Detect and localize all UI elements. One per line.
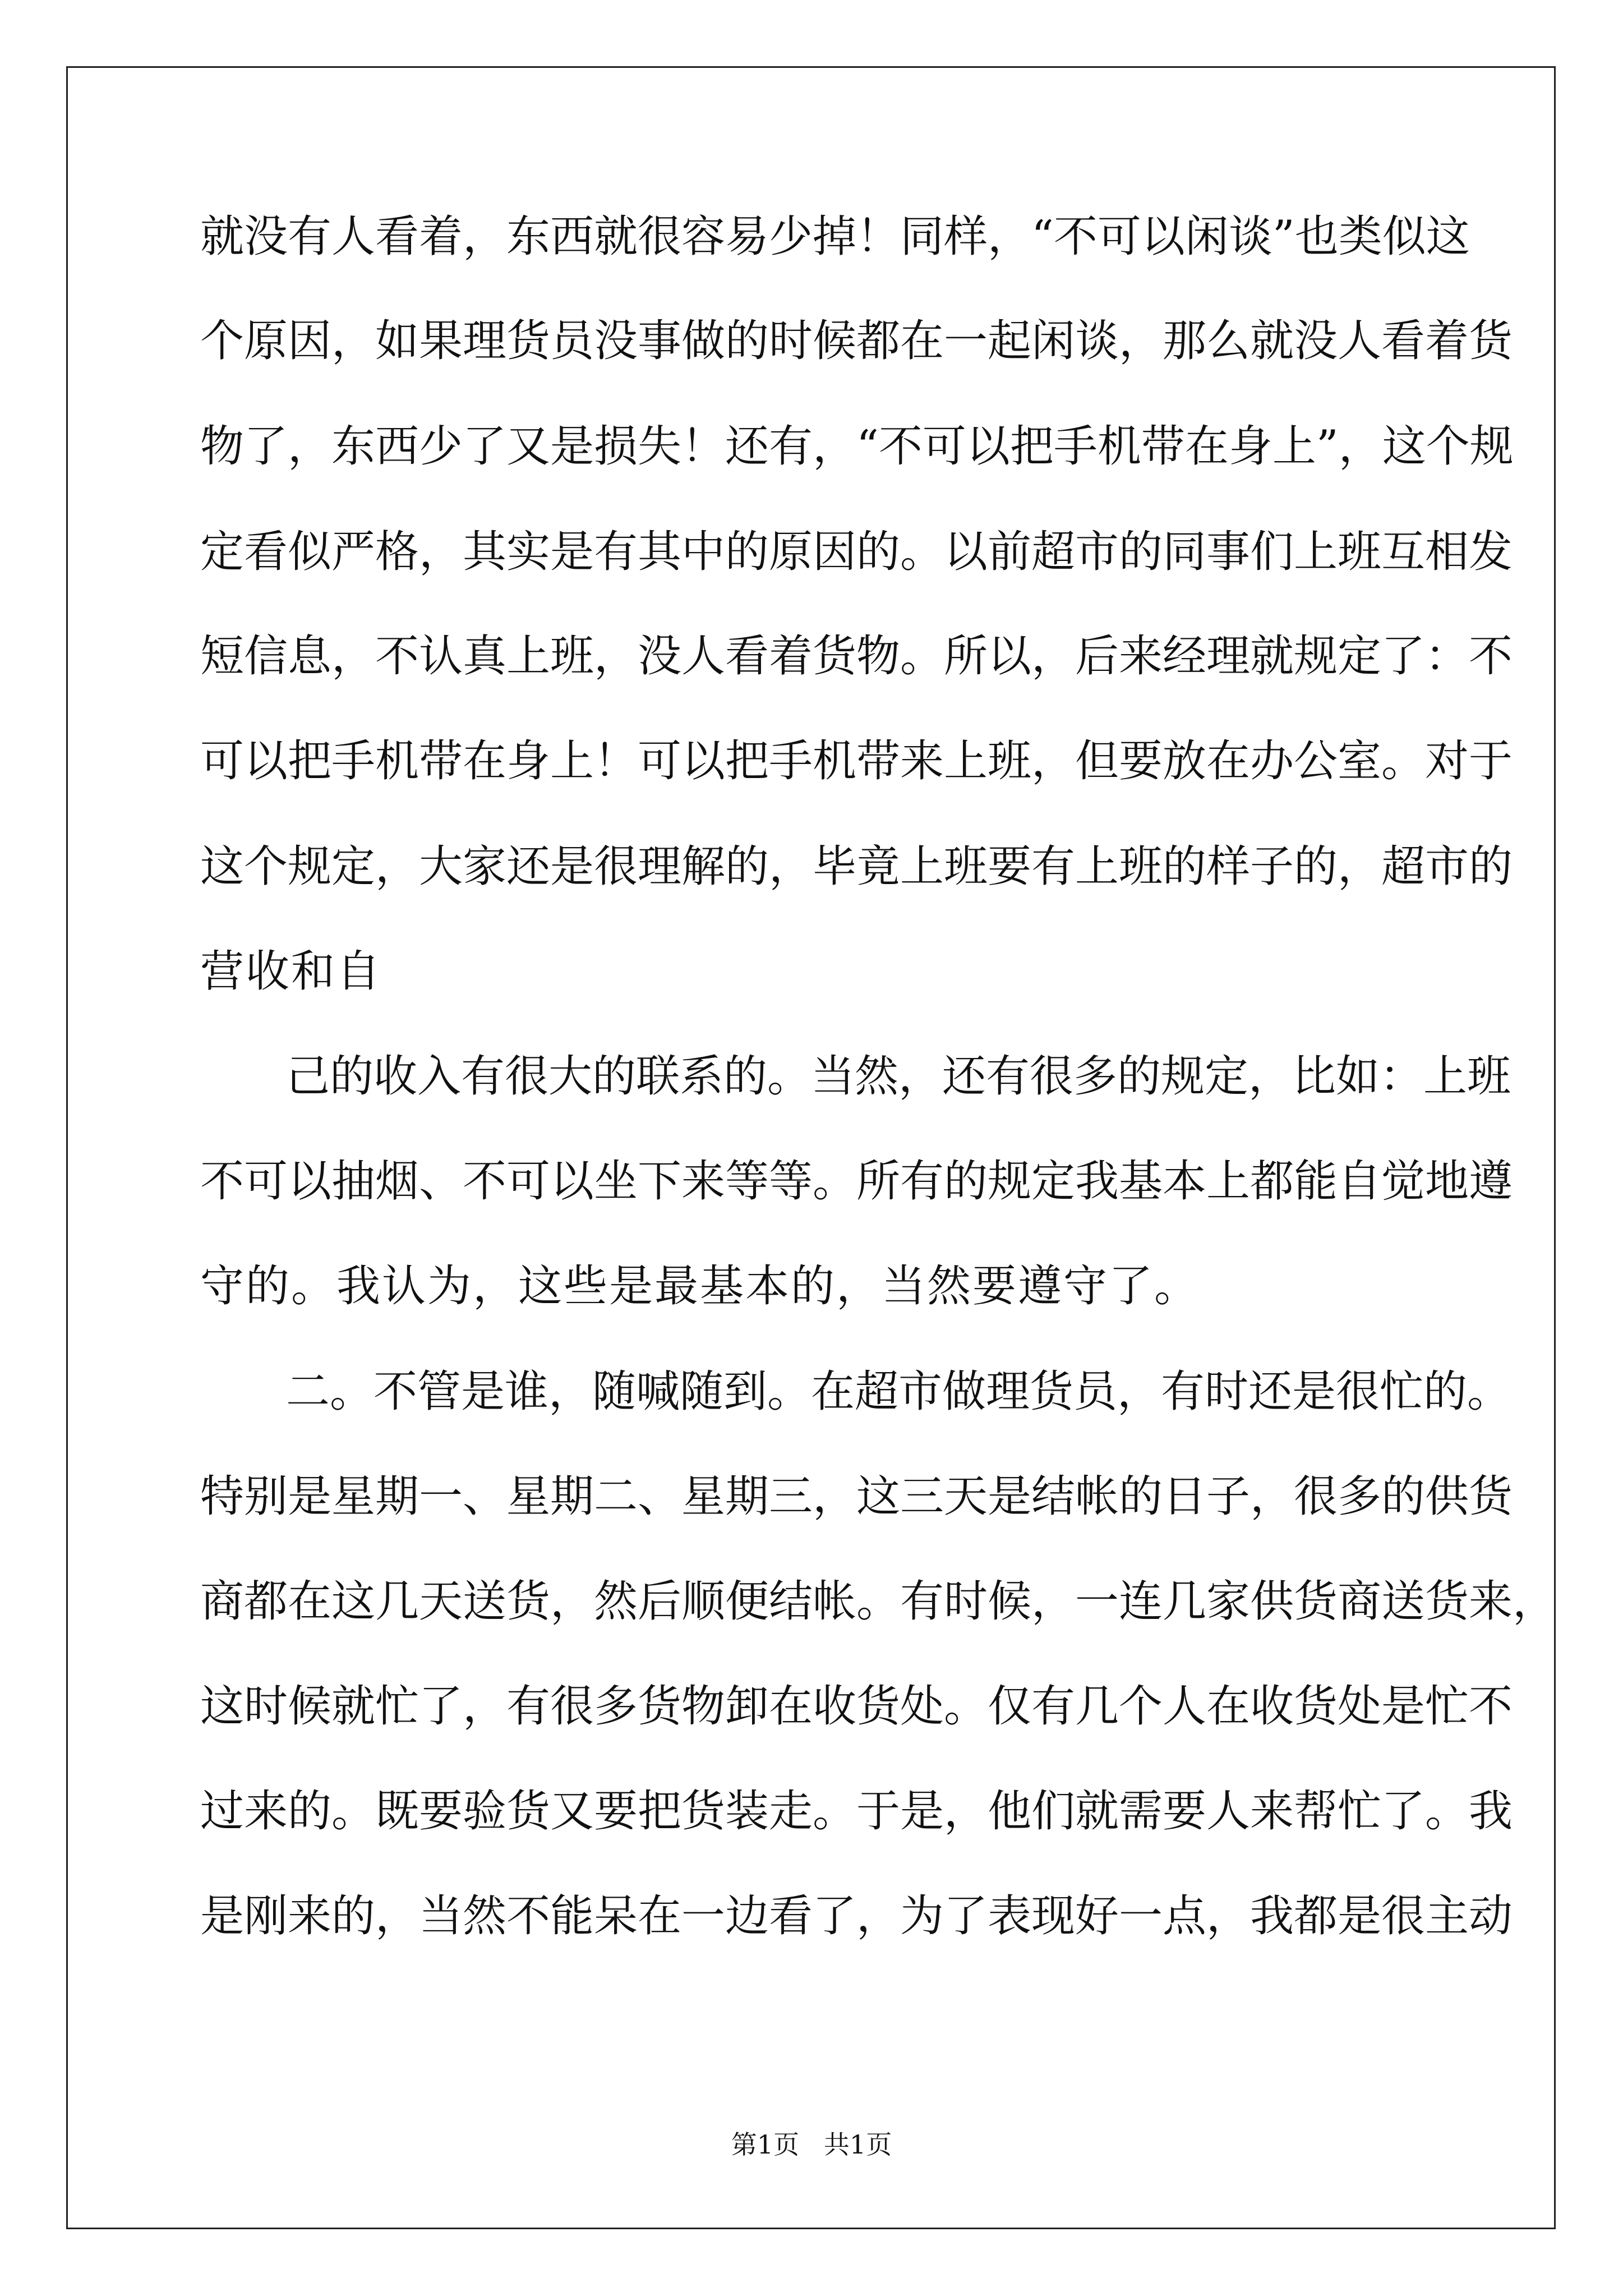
text-line: 守的。我认为，这些是最基本的，当然要遵守了。: [200, 1261, 1200, 1312]
text-line: 就没有人看着，东西就很容易少掉！同样，“不可以闲谈”也类似这: [200, 211, 1470, 262]
text-line: 特别是星期一、星期二、星期三，这三天是结帐的日子，很多的供货: [200, 1471, 1513, 1522]
text-line: 过来的。既要验货又要把货装走。于是，他们就需要人来帮忙了。我: [200, 1786, 1513, 1837]
text-line: 不可以抽烟、不可以坐下来等等。所有的规定我基本上都能自觉地遵: [200, 1156, 1513, 1207]
text-line: 这个规定，大家还是很理解的，毕竟上班要有上班的样子的，超市的: [200, 841, 1513, 892]
text-line: 营收和自: [200, 946, 382, 997]
page-number: 第1页 共1页: [731, 2129, 892, 2160]
text-line: 可以把手机带在身上！可以把手机带来上班，但要放在办公室。对于: [200, 736, 1513, 786]
text-line: 是刚来的，当然不能呆在一边看了，为了表现好一点，我都是很主动: [200, 1891, 1513, 1941]
text-line: 个原因，如果理货员没事做的时候都在一起闲谈，那么就没人看着货: [200, 316, 1513, 366]
text-line: 这时候就忙了，有很多货物卸在收货处。仅有几个人在收货处是忙不: [200, 1681, 1513, 1732]
text-line: 定看似严格，其实是有其中的原因的。以前超市的同事们上班互相发: [200, 527, 1513, 577]
text-line: 物了，东西少了又是损失！还有，“不可以把手机带在身上”，这个规: [200, 421, 1514, 472]
text-line: 二。不管是谁，随喊随到。在超市做理货员，有时还是很忙的。: [286, 1366, 1511, 1417]
text-line: 己的收入有很大的联系的。当然，还有很多的规定，比如：上班: [286, 1051, 1511, 1102]
text-line: 短信息，不认真上班，没人看着货物。所以，后来经理就规定了：不: [200, 631, 1513, 682]
text-line: 商都在这几天送货，然后顺便结帐。有时候，一连几家供货商送货来，: [200, 1576, 1557, 1627]
